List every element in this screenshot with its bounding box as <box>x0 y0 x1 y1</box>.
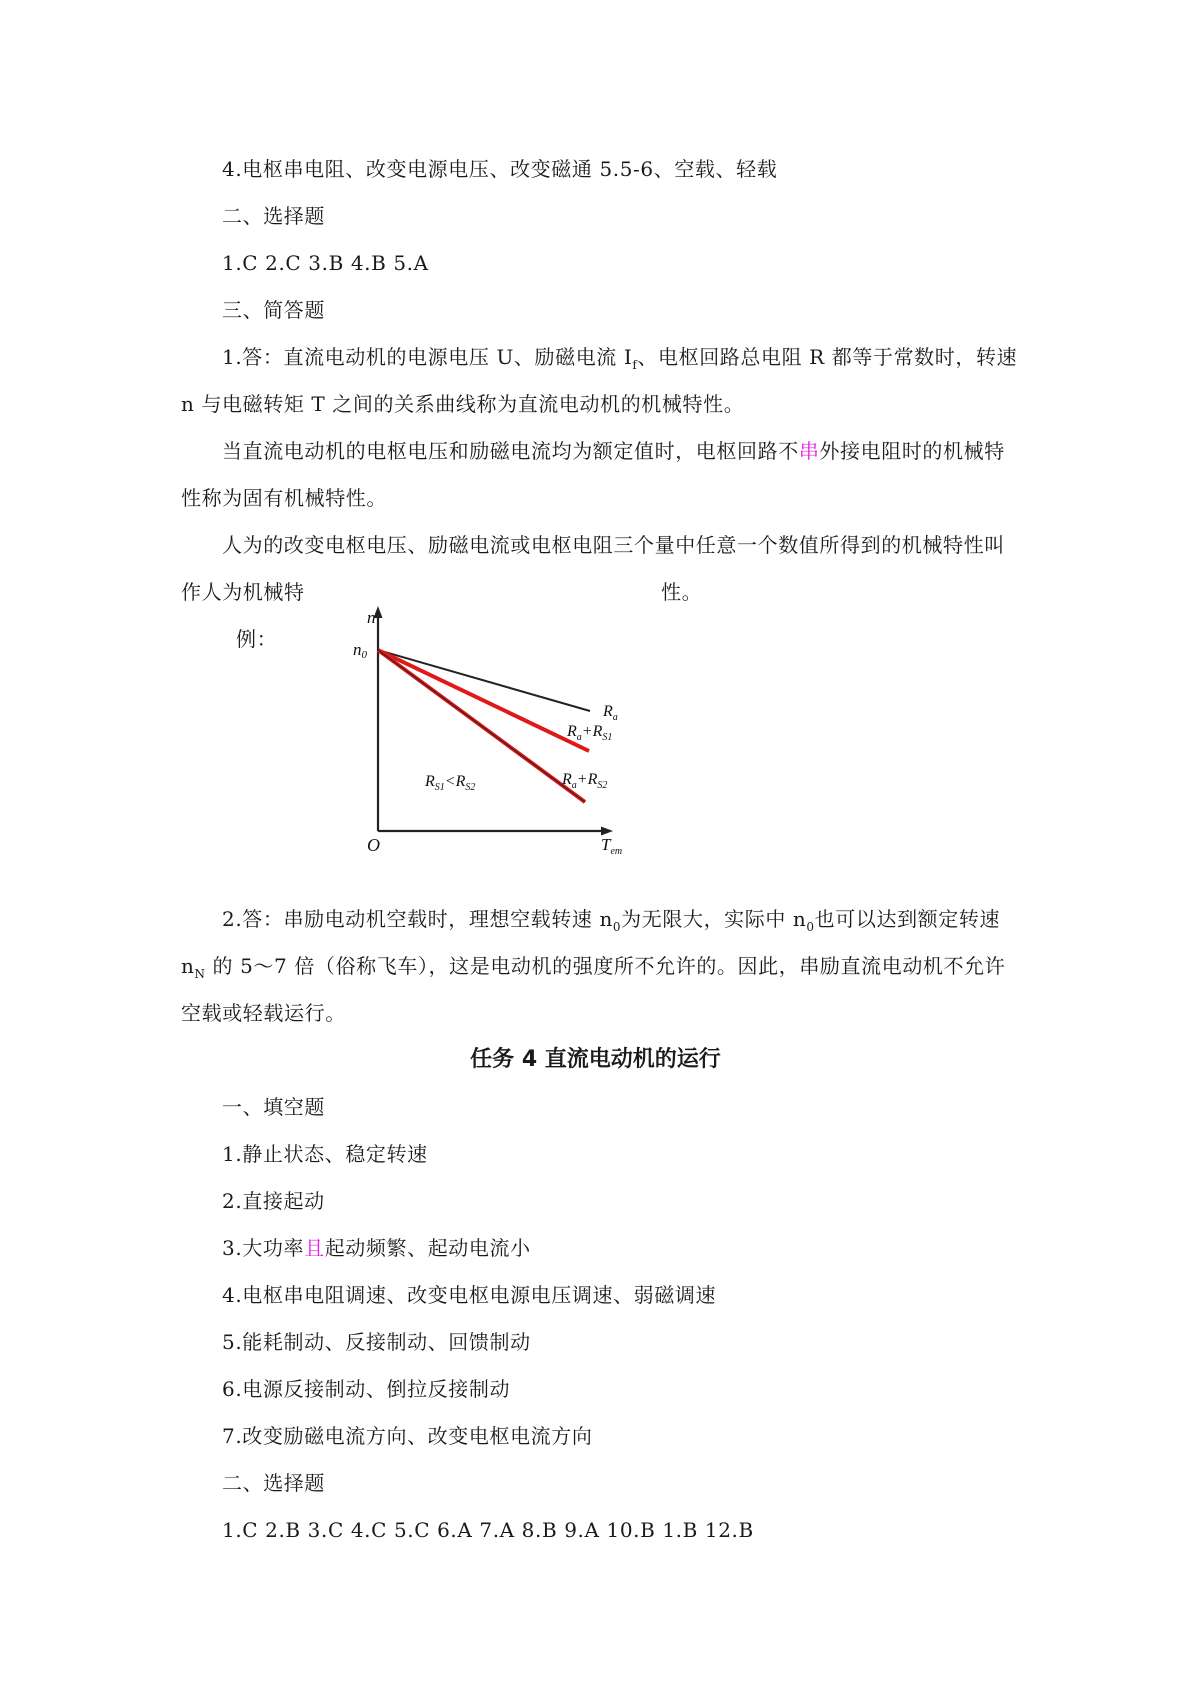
fill-answer-5: 5.能耗制动、反接制动、回馈制动 <box>222 1330 531 1354</box>
text: 当直流电动机的电枢电压和励磁电流均为额定值时，电枢回路不 <box>222 439 799 463</box>
section-heading-fill: 一、填空题 <box>222 1095 325 1119</box>
label-ra-rs2: $R_a+R_{S2}$ <box>562 771 608 791</box>
answer-1-line-2: n 与电磁转矩 T 之间的关系曲线称为直流电动机的机械特性。 <box>181 392 745 416</box>
example-label: 例： <box>236 627 278 651</box>
section-heading-short-answer: 三、简答题 <box>222 298 325 322</box>
subscript: 0 <box>806 920 815 934</box>
fill-answer-1: 1.静止状态、稳定转速 <box>222 1142 428 1166</box>
subscript: f <box>632 358 638 372</box>
resistance-comparison-label: $R_{S1}<R_{S2}$ <box>425 773 476 793</box>
label-ra-rs1: $R_a+R_{S1}$ <box>567 723 613 743</box>
answer-2-line-3: 空载或轻载运行。 <box>181 1001 346 1025</box>
fill-answer-3 <box>222 1234 531 1262</box>
answer-2-line-2 <box>181 952 1005 980</box>
answer-1-line-1 <box>222 343 1017 371</box>
section-heading-choice: 二、选择题 <box>222 204 325 228</box>
highlighted-char: 且 <box>304 1236 325 1260</box>
text: 、电枢回路总电阻 R 都等于常数时，转速 <box>637 345 1018 369</box>
fill-answer-7: 7.改变励磁电流方向、改变电枢电流方向 <box>222 1424 593 1448</box>
origin-label: O <box>367 835 380 855</box>
characteristic-line-rs1 <box>378 650 589 751</box>
text: 起动频繁、起动电流小 <box>324 1236 531 1260</box>
n0-label: n0 <box>353 640 367 661</box>
characteristic-line-rs2-edge <box>378 650 585 802</box>
text: n <box>181 954 195 978</box>
text: 1.答：直流电动机的电源电压 U、励磁电流 I <box>222 345 633 369</box>
fill-answer-4b: 4.电枢串电阻调速、改变电枢电源电压调速、弱磁调速 <box>222 1283 717 1307</box>
text: 2.答：串励电动机空载时，理想空载转速 n <box>222 907 613 931</box>
paragraph-artificial-line-2a: 作人为机械特 <box>181 580 305 604</box>
choice-answers: 1.C 2.C 3.B 4.B 5.A <box>222 251 429 275</box>
fill-answer-4: 4.电枢串电阻、改变电源电压、改变磁通 5.5-6、空载、轻载 <box>222 157 778 181</box>
y-axis-label: n <box>367 608 376 627</box>
label-ra: $R_a$ <box>603 703 618 723</box>
text: 3.大功率 <box>222 1236 305 1260</box>
subscript: N <box>194 967 206 981</box>
answer-2-line-1 <box>222 905 1000 933</box>
paragraph-natural-line-1 <box>222 437 1005 465</box>
section-heading-choice-2: 二、选择题 <box>222 1471 325 1495</box>
fill-answer-2: 2.直接起动 <box>222 1189 325 1213</box>
text: 外接电阻时的机械特 <box>819 439 1005 463</box>
task-4-title: 任务 4 直流电动机的运行 <box>470 1047 721 1072</box>
highlighted-char: 串 <box>798 439 820 463</box>
choice-answers-2: 1.C 2.B 3.C 4.C 5.C 6.A 7.A 8.B 9.A 10.B 1.B 12.B <box>222 1518 754 1542</box>
text: 的 5～7 倍（俗称飞车），这是电动机的强度所不允许的。因此，串励直流电动机不允许 <box>205 954 1006 978</box>
paragraph-artificial-line-2b: 性。 <box>661 580 703 604</box>
paragraph-artificial-line-1: 人为的改变电枢电压、励磁电流或电枢电阻三个量中任意一个数值所得到的机械特性叫 <box>222 533 1005 557</box>
fill-answer-6: 6.电源反接制动、倒拉反接制动 <box>222 1377 511 1401</box>
text: 也可以达到额定转速 <box>814 907 1001 931</box>
x-axis-label: $T_{em}$ <box>601 835 623 857</box>
subscript: 0 <box>612 920 622 934</box>
paragraph-natural-line-2: 性称为固有机械特性。 <box>181 486 387 510</box>
mechanical-characteristics-graph <box>345 605 645 857</box>
text: 为无限大，实际中 n <box>621 907 807 931</box>
